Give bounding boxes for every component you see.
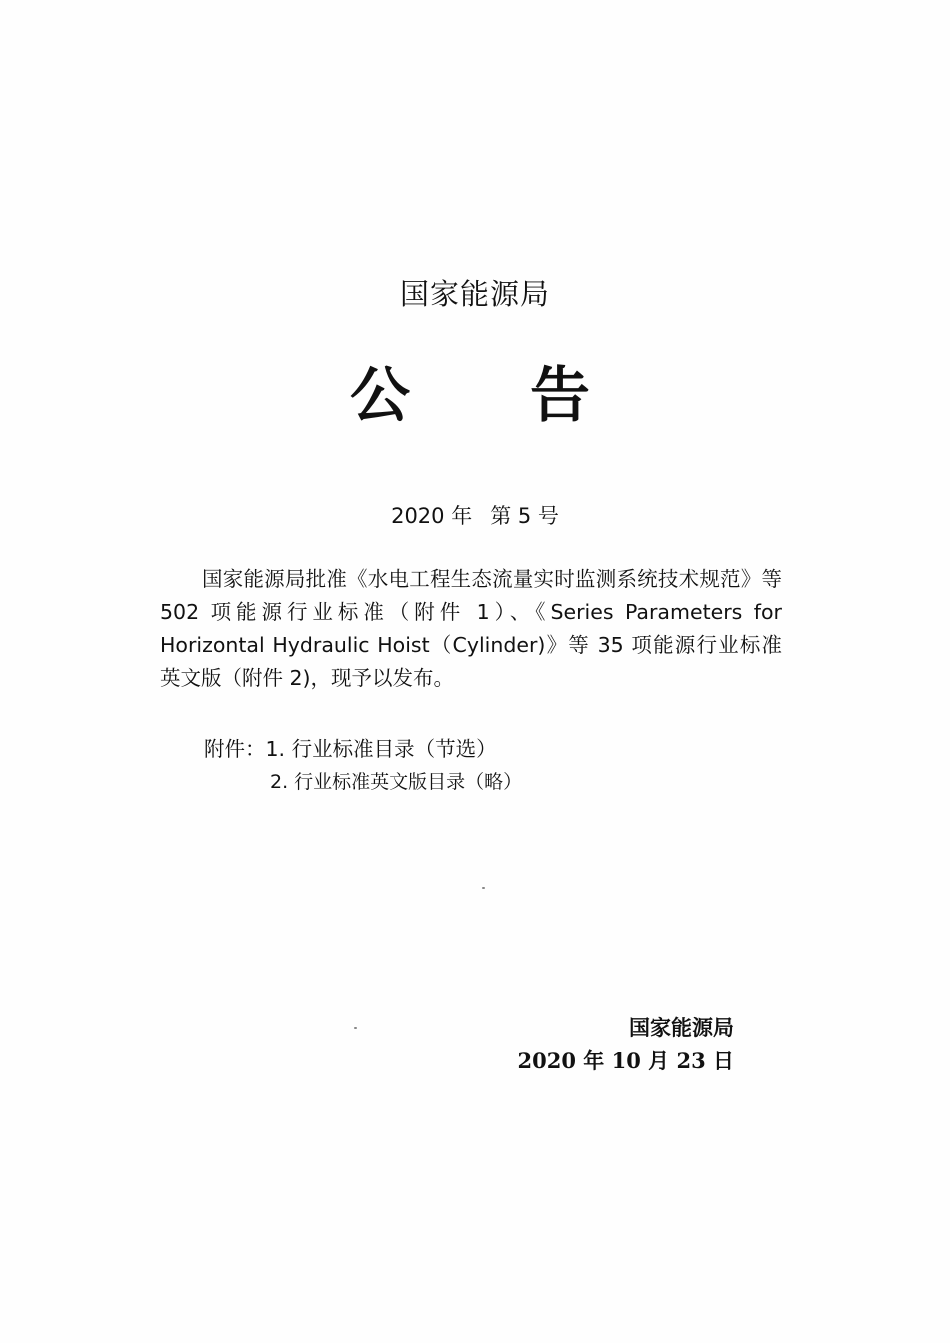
attachment-item-1: 附件：1. 行业标准目录（节选） xyxy=(204,737,497,761)
issuer-heading: 国家能源局 xyxy=(399,277,550,311)
document-number xyxy=(0,500,950,530)
document-issue-number: 第 5 号 xyxy=(490,504,559,528)
scan-speck xyxy=(482,887,485,889)
attachments-list xyxy=(204,733,522,799)
scan-speck xyxy=(354,1027,357,1029)
announcement-paragraph: 国家能源局批准《水电工程生态流量实时监测系统技术规范》等 502 项能源行业标准（附件 1）、《Series Parameters for Horizontal Hydraulic Hoist（Cylinder)》等 35 项能源行业标准英文版（附件 2)，现予以发布。 xyxy=(160,567,782,690)
signature-date: 2020 年 10 月 23 日 xyxy=(517,1048,734,1073)
document-year: 2020 年 xyxy=(391,504,473,528)
title-char-2: 告 xyxy=(530,361,590,431)
signature-organization: 国家能源局 xyxy=(629,1016,734,1040)
title-char-1: 公 xyxy=(350,361,410,431)
attachment-item-2: 2. 行业标准英文版目录（略） xyxy=(270,771,523,793)
